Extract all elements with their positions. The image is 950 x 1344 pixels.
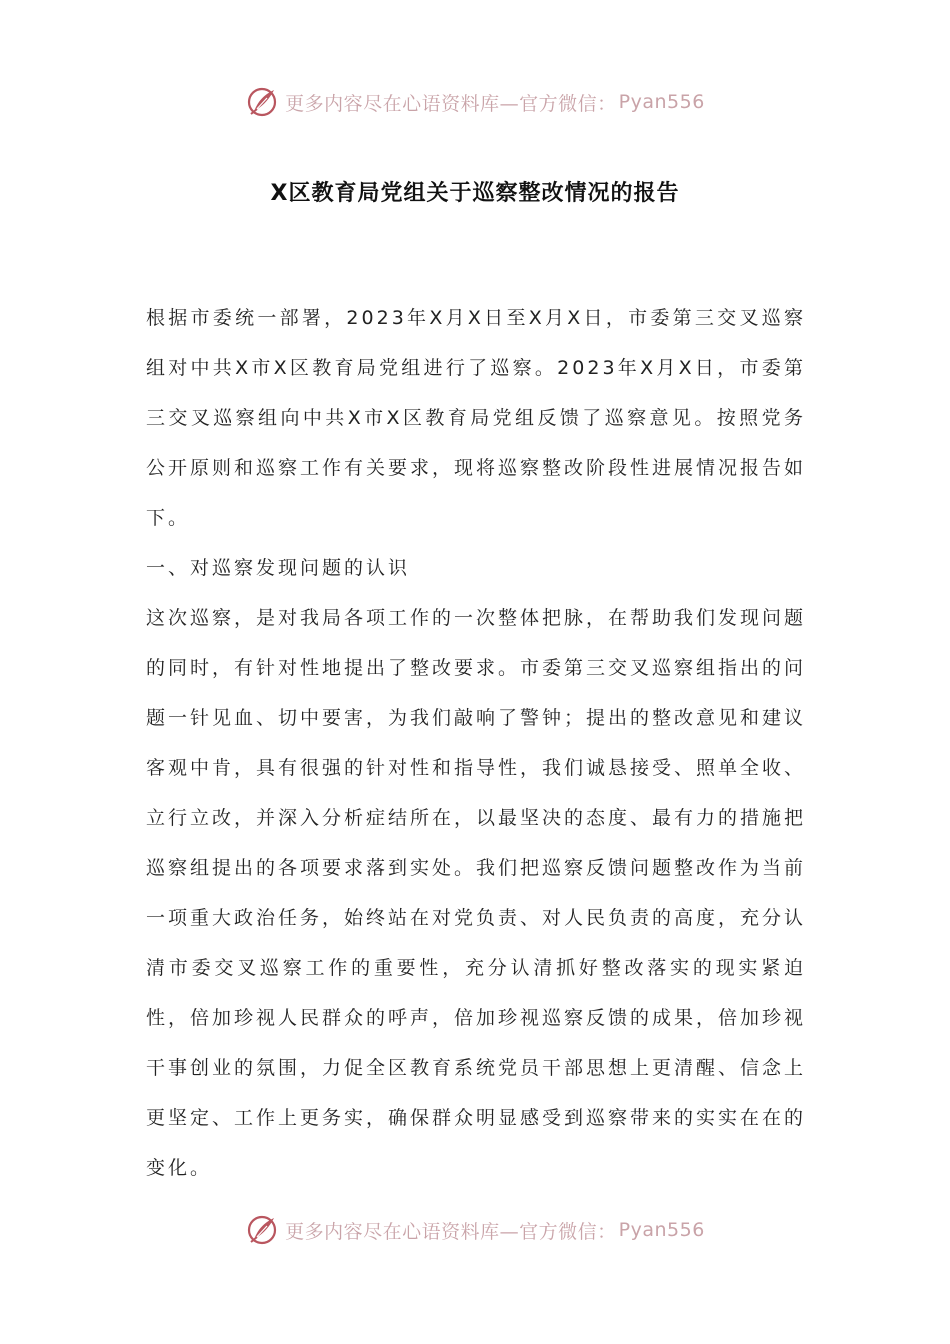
watermark-text: 更多内容尽在心语资料库—官方微信： <box>285 1220 617 1243</box>
section-1-paragraph: 这次巡察，是对我局各项工作的一次整体把脉，在帮助我们发现问题的同时，有针对性地提出了整改要求。市委第三交叉巡察组指出的问题一针见血、切中要害，为我们敲响了警钟；提出的整改意见和建议客观中肯，具有很强的针对性和指导性，我们诚恳接受、照单全收、立行立改，并深入分析症结所在，以最坚决的态度、最有力的措施把巡察组提出的各项要求落到实处。我们把巡察反馈问题整改作为当前一项重大政治任务，始终站在对党负责、对人民负责的高度，充分认清市委交叉巡察工作的重要性，充分认清抓好整改落实的现实紧迫性，倍加珍视人民群众的呼声，倍加珍视巡察反馈的成果，倍加珍视干事创业的氛围，力促全区教育系统党员干部思想上更清醒、信念上更坚定、工作上更务实，确保群众明显感受到巡察带来的实实在在的变化。 <box>146 607 807 1179</box>
document-title: X区教育局党组关于巡察整改情况的报告 <box>270 181 680 206</box>
watermark-wechat-id: Pyan556 <box>618 1219 705 1241</box>
feather-pen-logo-icon <box>245 85 279 119</box>
watermark-wechat-id: Pyan556 <box>618 91 705 113</box>
header-watermark <box>0 82 950 122</box>
section-1-heading: 一、对巡察发现问题的认识 <box>146 557 411 579</box>
intro-paragraph: 根据市委统一部署，2023年X月X日至X月X日，市委第三交叉巡察组对中共X市X区教育局党组进行了巡察。2023年X月X日，市委第三交叉巡察组向中共X市X区教育局党组反馈了巡察意见。按照党务公开原则和巡察工作有关要求，现将巡察整改阶段性进展情况报告如下。 <box>146 307 807 529</box>
watermark-text: 更多内容尽在心语资料库—官方微信： <box>285 92 617 115</box>
feather-pen-logo-icon <box>245 1213 279 1247</box>
footer-watermark <box>0 1210 950 1250</box>
